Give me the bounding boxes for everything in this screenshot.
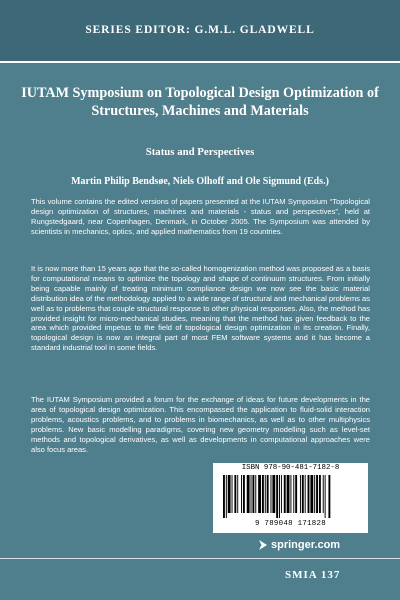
header-divider [0, 61, 400, 63]
barcode-bar [228, 475, 231, 513]
barcode-bar [302, 475, 304, 513]
barcode-bar [308, 475, 310, 513]
barcode-bar [314, 475, 315, 513]
barcode-bar [279, 475, 280, 518]
description-paragraph-3: The IUTAM Symposium provided a forum for the exchange of ideas for future developments in the area of topological design optimization. This encompassed the application to fluid-solid interaction problems, acoustics problems, and to problems in biomechanics, as well as to other multiphysics problems. New basic modelling paradigms, covering new geometry modelling such as level-set methods and topological derivatives, as well as developments in computational approaches were also focus areas. [31, 395, 370, 454]
barcode-bar [255, 475, 256, 513]
barcode-bar [271, 475, 272, 513]
barcode-bars [223, 475, 363, 518]
barcode-bar [319, 475, 321, 513]
barcode-bar [284, 475, 286, 513]
barcode-bar [267, 475, 269, 513]
barcode-bar [287, 475, 290, 513]
barcode-bar [290, 475, 291, 513]
barcode-bar [223, 475, 225, 518]
barcode-bar [252, 475, 254, 513]
barcode-bar [281, 475, 282, 513]
barcode-bar [323, 475, 324, 513]
series-code: SMIA 137 [285, 569, 341, 581]
description-paragraph-2: It is now more than 15 years ago that the so-called homogenization method was proposed as a basis for computational means to optimize the topology and shape of continuum structures. From initially being capable mainly of treating minimum compliance design we now see the basic material distribution idea of the methodology applied to a wide range of structural and mechanical problems as well as to problems that couple structural response to other physical responses. Also, the method has provided insight for micro-mechanical studies, meaning that the method has given feedback to the area which provided impetus to the field of topological design optimization in its creation. Finally, topological design is now an integral part of most FEM software systems and it has become a standard industrial tool in some fields. [31, 264, 370, 353]
barcode-bar [262, 475, 264, 513]
barcode-bar [241, 475, 242, 513]
barcode-bar [300, 475, 301, 513]
publisher-name: springer.com [271, 539, 341, 551]
barcode-bar [310, 475, 313, 513]
barcode-bar [247, 475, 250, 513]
barcode-bar [232, 475, 233, 513]
book-title: IUTAM Symposium on Topological Design Optimization of Structures, Machines and Materials [21, 85, 379, 119]
barcode-bar [295, 475, 297, 513]
barcode-bar [293, 475, 294, 513]
barcode-bar [258, 475, 261, 513]
description-paragraph-1: This volume contains the edited versions of papers presented at the IUTAM Symposium “Topological design optimization of structures, machines and materials - status and perspectives”, held at Rungstedgaard, near Copenhagen, Denmark, in October 2005. The Symposium was attended by scientists in mechanics, optics, and applied mathematics from 19 countries. [31, 197, 370, 236]
barcode-number: 9 789048 171828 [254, 520, 327, 528]
barcode-bar [234, 475, 236, 513]
isbn-barcode [213, 463, 368, 533]
springer-arrow-icon [258, 539, 268, 551]
isbn-label: ISBN 978-90-481-7182-8 [241, 464, 340, 472]
book-subtitle: Status and Perspectives [145, 146, 255, 158]
barcode-bar [251, 475, 252, 513]
barcode-bar [325, 475, 326, 518]
barcode-bar [316, 475, 318, 513]
barcode-bar [305, 475, 306, 513]
barcode-bar [272, 475, 275, 513]
barcode-bar [328, 475, 330, 518]
barcode-bar [243, 475, 245, 513]
barcode-bar [237, 475, 238, 513]
barcode-bar [226, 475, 227, 518]
footer-divider [0, 558, 400, 559]
series-editor: SERIES EDITOR: G.M.L. GLADWELL [85, 24, 315, 36]
book-editors: Martin Philip Bendsøe, Niels Olhoff and Ole Sigmund (Eds.) [71, 176, 329, 187]
publisher-logo [258, 537, 340, 553]
barcode-bar [276, 475, 278, 518]
barcode-bar [265, 475, 266, 513]
